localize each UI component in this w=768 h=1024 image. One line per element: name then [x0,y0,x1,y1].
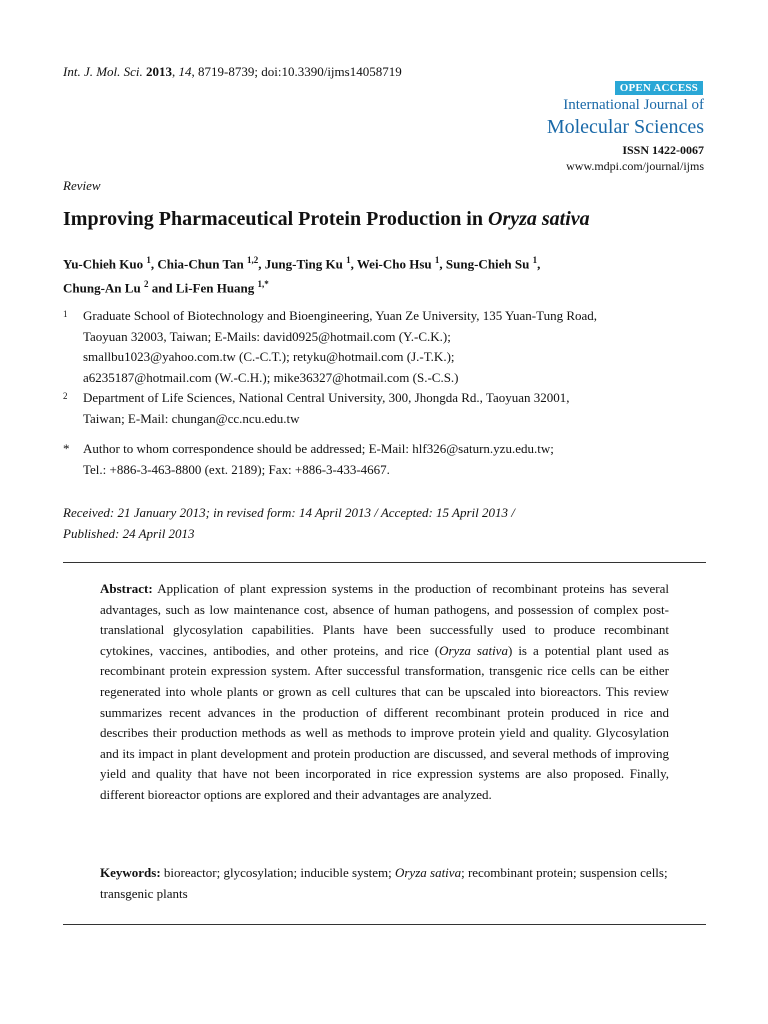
abstract [100,579,669,806]
abstract-italic: Oryza sativa [439,642,508,658]
abstract-bottom-rule [63,924,706,925]
author-affil-sup: 1,2 [246,255,259,265]
correspondence-note [63,439,713,480]
author-sep: and [148,280,176,296]
author-list [63,250,703,299]
journal-name-line2: Molecular Sciences [546,116,704,138]
open-access-badge: OPEN ACCESS [615,81,703,95]
author-name: Chia-Chun Tan [157,256,244,272]
author-name: Wei-Cho Hsu [356,256,432,272]
paper-title [63,208,590,231]
title-italic: Oryza sativa [488,208,590,230]
author-sep: , [258,256,265,272]
author-affil-sup: 1 [346,255,351,265]
citation-volume: 14 [178,64,192,79]
citation-journal: Int. J. Mol. Sci. [63,64,143,79]
article-type: Review [63,178,101,193]
affiliation-line: Taiwan; E-Mail: chungan@cc.ncu.edu.tw [83,410,300,426]
citation-year: 2013 [146,64,173,79]
dates-line2: Published: 24 April 2013 [63,526,195,541]
author-affil-sup: 1 [532,255,538,265]
author-affil-sup [258,279,269,289]
affiliation-line: smallbu1023@yahoo.com.tw (C.-C.T.); retyku@hotmail.com (J.-T.K.); [83,349,455,364]
abstract-text-1: Application of plant expression systems in the production of recombinant proteins has several advantages, such as low maintenance cost, absence of human pathogens, and possession of complex post-translational glycosylation capabilities. Plants have been successfully used to produce recombinant cytokines, vaccines, antibodies, and other proteins, and rice ( [100,581,669,658]
dates-line1: Received: 21 January 2013; in revised form: 14 April 2013 / Accepted: 15 April 2013 / [63,505,515,520]
affiliation-line: Graduate School of Biotechnology and Bioengineering, Yuan Ze University, 135 Yuan-Tung Road, [83,308,598,323]
keywords-label: Keywords: [100,865,161,880]
abstract-top-rule [63,562,706,563]
affiliation-1 [63,306,713,388]
author-name: Chung-An Lu [63,280,141,296]
affiliation-line: Department of Life Sciences, National Central University, 300, Jhongda Rd., Taoyuan 32001, [83,390,570,405]
affiliation-line: a6235187@hotmail.com (W.-C.H.); mike36327@hotmail.com (S.-C.S.) [83,369,459,385]
abstract-label: Abstract: [100,581,153,596]
author-sep: , [150,256,158,272]
author-sep: , [439,256,446,272]
corresponding-mark: * [264,279,269,290]
journal-name-line1: International Journal of [563,97,704,113]
journal-header [547,96,704,174]
affiliation-2 [63,388,713,429]
author-name: Yu-Chieh Kuo [63,256,144,272]
affiliation-mark: 2 [63,391,68,401]
author-affil-sup: 1 [146,255,151,265]
keywords-text-2: ; recombinant protein; suspension cells; transgenic plants [100,865,668,901]
author-sep: , [350,256,357,272]
author-sep: , [537,256,541,272]
correspondence-line: Author to whom correspondence should be addressed; E-Mail: hlf326@saturn.yzu.edu.tw; [83,441,554,456]
correspondence-mark: * [63,441,70,456]
keywords [100,863,669,904]
publication-dates [63,502,663,544]
citation-line: Int. J. Mol. Sci. 2013, 14, 8719-8739; doi:10.3390/ijms14058719 [63,64,402,79]
author-affil-sup: 1 [434,255,440,265]
author-name: Li-Fen Huang [175,280,255,296]
abstract-text-2: ) is a potential plant used as recombinant protein expression system. After successful transformation, transgenic rice cells can be either regenerated into whole plants or grown as cell cultures that can be upscaled into bioreactors. This review summarizes recent advances in the production of different recombinant protein produced in rice and describes their production methods as well as methods to improve protein yield and quality. Glycosylation and its impact in plant development and protein production are discussed, and several methods of improving yield and quality that have not been incorporated in rice expression systems are also proposed. Finally, different bioreactor options are explored and their advantages are analyzed. [100,642,669,802]
correspondence-line: Tel.: +886-3-463-8800 (ext. 2189); Fax: +886-3-433-4667. [83,461,390,477]
author-name: Jung-Ting Ku [264,256,343,272]
author-affil-sup: 2 [143,279,149,290]
title-main: Improving Pharmaceutical Protein Production in [63,208,488,230]
journal-website[interactable]: www.mdpi.com/journal/ijms [566,159,704,173]
citation-pages-doi: 8719-8739; doi:10.3390/ijms14058719 [198,64,402,79]
journal-issn: ISSN 1422-0067 [622,143,704,157]
spacer [63,429,713,439]
author-name: Sung-Chieh Su [445,256,530,272]
affiliation-line: Taoyuan 32003, Taiwan; E-Mails: david0925@hotmail.com (Y.-C.K.); [83,328,451,344]
affiliation-mark: 1 [63,309,68,319]
keywords-text-1: bioreactor; glycosylation; inducible system; [160,865,395,880]
affiliations [63,306,713,480]
keywords-italic: Oryza sativa [394,865,462,880]
author-affil-sup-num: 1, [257,279,265,290]
